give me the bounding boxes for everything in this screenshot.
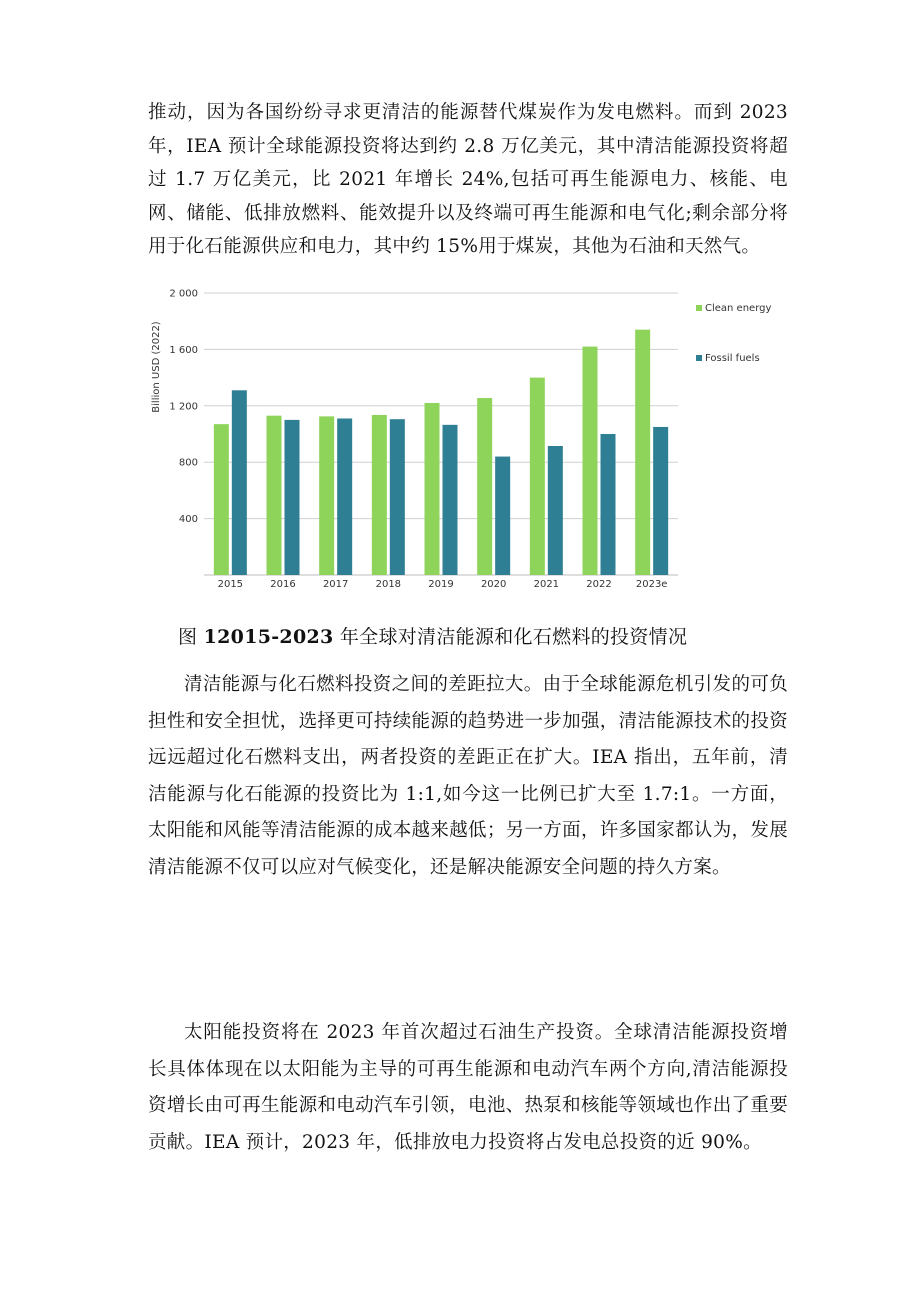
bar-fossil-fuels-2018 (390, 419, 405, 575)
paragraph-3: 太阳能投资将在 2023 年首次超过石油生产投资。全球清洁能源投资增长具体体现在以太阳能为主导的可再生能源和电动汽车两个方向,清洁能源投资增长由可再生能源和电动汽车引领，电池、热泵和核能等领域也作出了重要贡献。IEA 预计，2023 年，低排放电力投资将占发电总投资的近 90%。 (148, 1022, 788, 1153)
x-tick-label-2018: 2018 (375, 579, 402, 590)
legend-label-0: Clean energy (705, 303, 772, 314)
caption-text: 年全球对清洁能源和化石燃料的投资情况 (333, 626, 688, 648)
paragraph-2: 清洁能源与化石燃料投资之间的差距拉大。由于全球能源危机引发的可负担性和安全担忧，选择更可持续能源的趋势进一步加强，清洁能源技术的投资远远超过化石燃料支出，两者投资的差距正在扩大。IEA 指出，五年前，清洁能源与化石能源的投资比为 1:1,如今这一比例已扩大至 1.7:1。一方面，太阳能和风能等清洁能源的成本越来越低；另一方面，许多国家都认为，发展清洁能源不仅可以应对气候变化，还是解决能源安全问题的持久方案。 (148, 674, 788, 878)
bar-clean-energy-2016 (267, 416, 282, 575)
bar-clean-energy-2023e (635, 330, 650, 575)
bar-fossil-fuels-2016 (285, 420, 300, 575)
bar-fossil-fuels-2015 (232, 390, 247, 575)
legend-swatch-1 (696, 355, 702, 361)
bar-clean-energy-2015 (214, 424, 229, 575)
y-tick-label-800: 800 (178, 457, 198, 469)
paragraph-1: 推动，因为各国纷纷寻求更清洁的能源替代煤炭作为发电燃料。而到 2023 年，IEA 预计全球能源投资将达到约 2.8 万亿美元，其中清洁能源投资将超过 1.7 万亿美元，比 2021 年增长 24%,包括可再生能源电力、核能、电网、储能、低排放燃料、能效提升以及终端可再生能源和电气化;剩余部分将用于化石能源供应和电力，其中约 15%用于煤炭，其他为石油和天然气。 (148, 102, 788, 257)
bar-fossil-fuels-2019 (443, 425, 458, 575)
bar-fossil-fuels-2021 (548, 446, 563, 575)
bar-clean-energy-2018 (372, 415, 387, 575)
x-tick-label-2015: 2015 (217, 579, 244, 590)
legend-label-1: Fossil fuels (705, 353, 760, 364)
bar-clean-energy-2021 (530, 378, 545, 575)
bar-fossil-fuels-2020 (495, 457, 510, 575)
x-tick-label-2023e: 2023e (635, 579, 668, 590)
bar-fossil-fuels-2023e (653, 427, 668, 575)
x-tick-label-2019: 2019 (428, 579, 454, 590)
legend-swatch-0 (696, 305, 702, 311)
y-tick-label-2000: 2 000 (169, 288, 198, 300)
y-tick-label-400: 400 (178, 514, 198, 526)
bar-clean-energy-2022 (583, 347, 598, 575)
y-axis-title: Billion USD (2022) (151, 321, 162, 413)
caption-number: 12015-2023 (203, 626, 334, 648)
bar-fossil-fuels-2022 (601, 434, 616, 575)
x-tick-label-2021: 2021 (533, 579, 560, 590)
x-tick-label-2022: 2022 (586, 579, 612, 590)
y-tick-label-1600: 1 600 (169, 344, 198, 356)
bar-fossil-fuels-2017 (337, 418, 352, 575)
figure-caption (178, 622, 687, 649)
investment-bar-chart (146, 281, 786, 593)
caption-prefix: 图 (178, 626, 204, 648)
bar-clean-energy-2017 (319, 416, 334, 575)
x-tick-label-2016: 2016 (270, 579, 296, 590)
x-axis-labels (218, 579, 668, 590)
bar-clean-energy-2020 (477, 398, 492, 575)
bar-clean-energy-2019 (425, 403, 440, 575)
y-tick-label-1200: 1 200 (169, 401, 198, 413)
x-tick-label-2020: 2020 (480, 579, 507, 590)
x-tick-label-2017: 2017 (322, 579, 349, 590)
